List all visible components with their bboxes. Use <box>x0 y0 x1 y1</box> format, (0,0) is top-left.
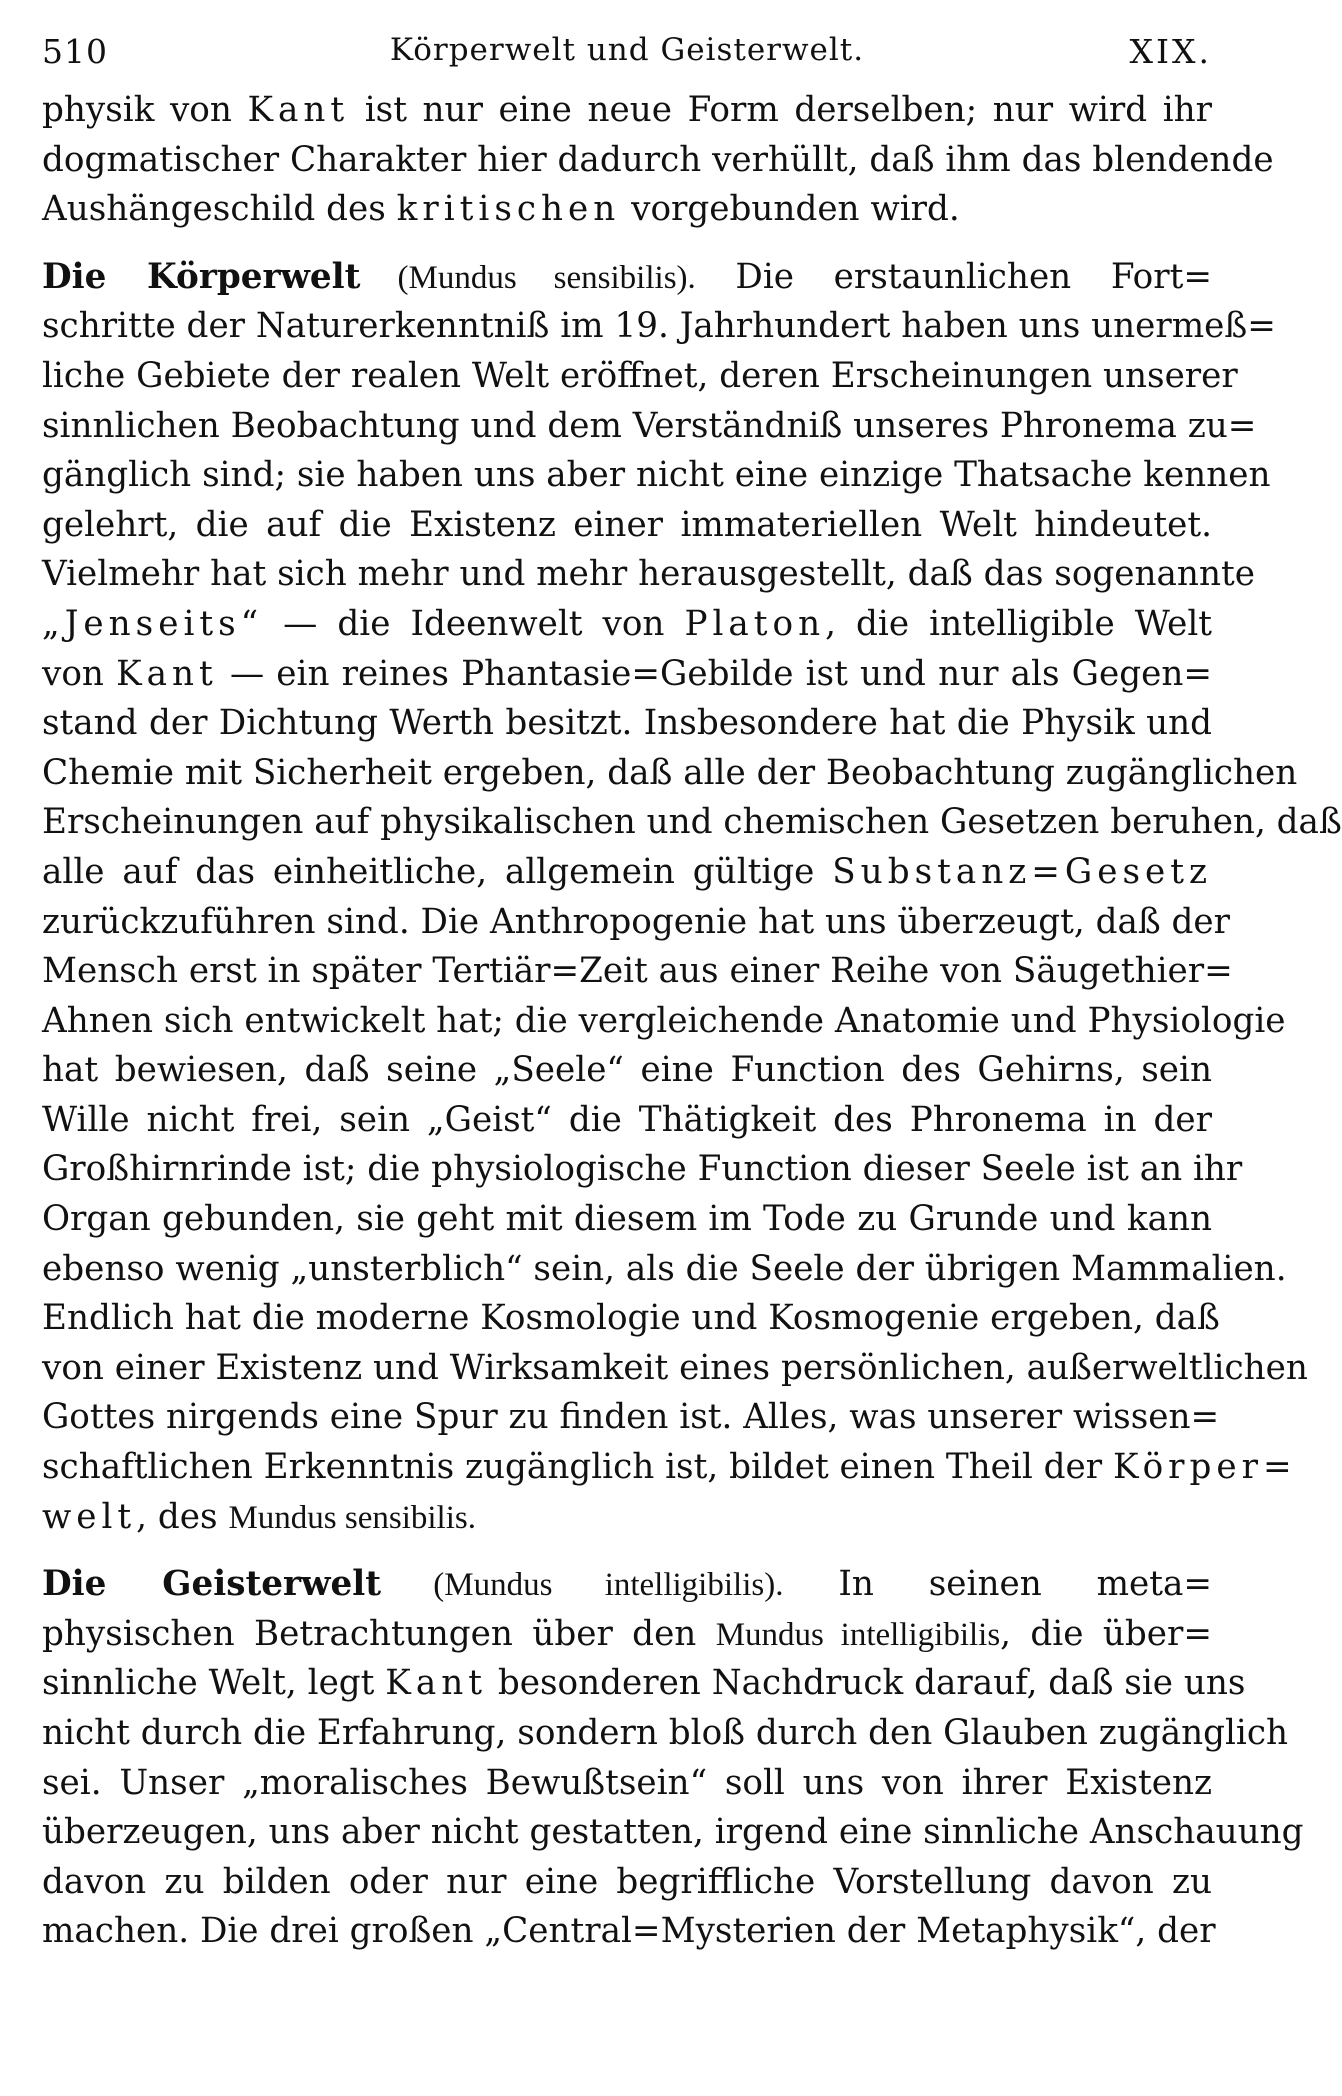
text-line: ebenso wenig „unsterblich“ sein, als die Seele der übrigen Mammalien. <box>42 1248 1287 1289</box>
body-text <box>42 86 1342 1957</box>
text-line: zurückzuführen sind. Die Anthropogenie hat uns überzeugt, daß der <box>42 901 1230 942</box>
chapter-number: XIX. <box>1129 32 1212 71</box>
text-line: Die Geisterwelt (Mundus intelligibilis). In seinen meta= <box>42 1564 1213 1605</box>
running-title: Körperwelt und Geisterwelt. <box>389 32 865 68</box>
paragraph-koerperwelt <box>42 253 1342 1542</box>
text-line: Chemie mit Sicherheit ergeben, daß alle der Beobachtung zugänglichen <box>42 752 1298 793</box>
text-line: gelehrt, die auf die Existenz einer immateriellen Welt hindeutet. <box>42 504 1212 545</box>
text-line: Erscheinungen auf physikalischen und chemischen Gesetzen beruhen, daß <box>42 802 1342 843</box>
text-line: davon zu bilden oder nur eine begriffliche Vorstellung davon zu <box>42 1861 1212 1902</box>
text-line: sinnlichen Beobachtung und dem Verständniß unseres Phronema zu= <box>42 405 1257 446</box>
text-line: Mensch erst in später Tertiär=Zeit aus einer Reihe von Säugethier= <box>42 951 1233 992</box>
text-line: Vielmehr hat sich mehr und mehr herausgestellt, daß das sogenannte <box>42 554 1255 595</box>
text-line: hat bewiesen, daß seine „Seele“ eine Function des Gehirns, sein <box>42 1050 1212 1091</box>
text-line: Gottes nirgends eine Spur zu finden ist. Alles, was unserer wissen= <box>42 1397 1220 1438</box>
text-line: Die Körperwelt (Mundus sensibilis). Die erstaunlichen Fort= <box>42 256 1212 297</box>
text-line: Wille nicht frei, sein „Geist“ die Thätigkeit des Phronema in der <box>42 1099 1212 1140</box>
text-line: von Kant — ein reines Phantasie=Gebilde ist und nur als Gegen= <box>42 653 1212 694</box>
section-heading-geisterwelt: Die Geisterwelt <box>42 1564 381 1605</box>
text-line: gänglich sind; sie haben uns aber nicht eine einzige Thatsache kennen <box>42 455 1271 496</box>
emphasis-kant: Kant <box>116 653 218 694</box>
text-line: sinnliche Welt, legt Kant besonderen Nachdruck darauf, daß sie uns <box>42 1663 1246 1704</box>
text-line: „Jenseits“ — die Ideenwelt von Platon, die intelligible Welt <box>42 603 1213 644</box>
text-line: physischen Betrachtungen über den Mundus intelligibilis, die über= <box>42 1613 1212 1654</box>
page-header <box>42 28 1212 78</box>
text-line: schritte der Naturerkenntniß im 19. Jahrhundert haben uns unermeß= <box>42 306 1276 347</box>
emphasis-substanz-gesetz: Substanz=Gesetz <box>832 851 1212 892</box>
page-number: 510 <box>42 32 108 71</box>
paragraph-1 <box>42 86 1274 235</box>
text-line: nicht durch die Erfahrung, sondern bloß durch den Glauben zugänglich <box>42 1713 1289 1753</box>
text-line: liche Gebiete der realen Welt eröffnet, deren Erscheinungen unserer <box>42 355 1238 396</box>
text-line: Großhirnrinde ist; die physiologische Function dieser Seele ist an ihr <box>42 1149 1243 1190</box>
emphasis-platon: Platon <box>684 603 826 644</box>
text-line: von einer Existenz und Wirksamkeit eines persönlichen, außerweltlichen <box>42 1347 1308 1388</box>
text-line: überzeugen, uns aber nicht gestatten, irgend eine sinnliche Anschauung <box>42 1812 1304 1853</box>
text-line: physik von Kant ist nur eine neue Form derselben; nur wird ihr <box>42 90 1212 130</box>
text-line: Ahnen sich entwickelt hat; die vergleichende Anatomie und Physiologie <box>42 1000 1286 1041</box>
text-line: alle auf das einheitliche, allgemein gültige Substanz=Gesetz <box>42 851 1212 892</box>
emphasis-kant: Kant <box>247 90 350 130</box>
text-line: stand der Dichtung Werth besitzt. Insbesondere hat die Physik und <box>42 703 1212 744</box>
emphasis-kritischen: kritischen <box>396 189 621 230</box>
text-line: machen. Die drei großen „Central=Mysterien der Metaphysik“, der <box>42 1911 1216 1952</box>
text-line: schaftlichen Erkenntnis zugänglich ist, bildet einen Theil der Körper= <box>42 1447 1297 1488</box>
section-heading-koerperwelt: Die Körperwelt <box>42 256 361 297</box>
text-line: Aushängeschild des kritischen vorgebunden wird. <box>42 189 960 230</box>
paragraph-geisterwelt <box>42 1560 1304 1957</box>
text-line: Organ gebunden, sie geht mit diesem im Tode zu Grunde und kann <box>42 1199 1212 1240</box>
text-line: sei. Unser „moralisches Bewußtsein“ soll uns von ihrer Existenz <box>42 1762 1212 1803</box>
emphasis-kant: Kant <box>385 1663 487 1704</box>
text-line: welt, des Mundus sensibilis. <box>42 1496 476 1537</box>
text-line: Endlich hat die moderne Kosmologie und Kosmogenie ergeben, daß <box>42 1298 1220 1339</box>
text-line: dogmatischer Charakter hier dadurch verhüllt, daß ihm das blendende <box>42 139 1274 180</box>
emphasis-koerperwelt: Körper= <box>1112 1447 1297 1488</box>
